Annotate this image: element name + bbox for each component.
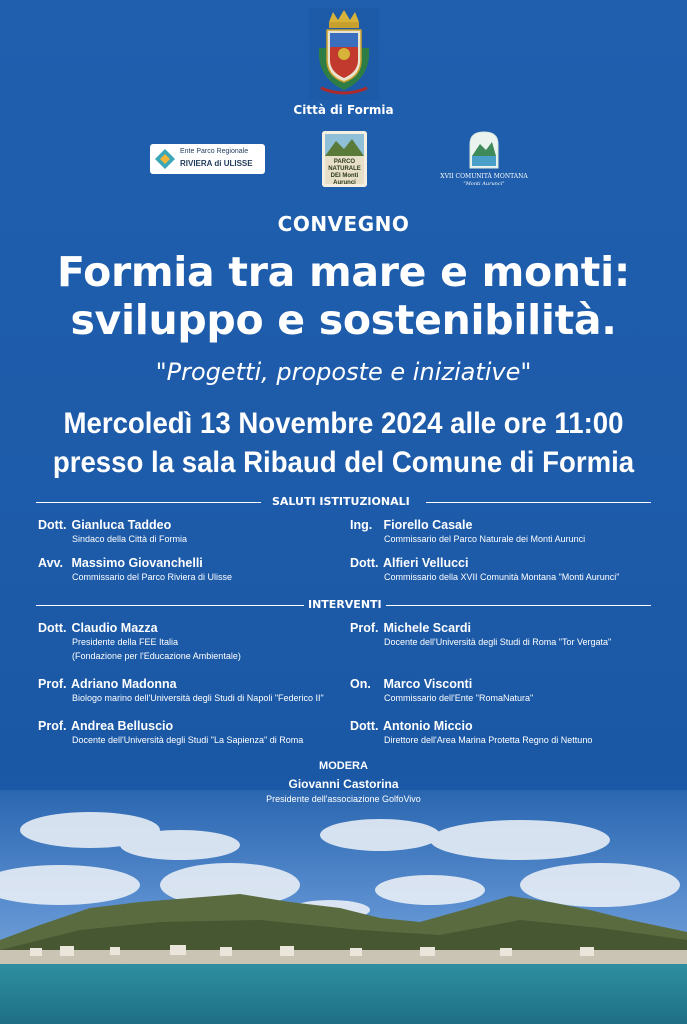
speaker-item [38, 677, 338, 705]
speaker-title: Prof. [38, 719, 67, 733]
speaker-name-line [38, 556, 338, 570]
logo-ulisse-line1: Ente Parco Regionale [180, 148, 249, 155]
speaker-role: Commissario del Parco Naturale dei Monti Aurunci [384, 534, 586, 544]
speaker-title: Dott. [38, 621, 67, 635]
speaker-role: Commissario del Parco Riviera di Ulisse [72, 572, 233, 582]
speaker-name: Michele Scardi [383, 621, 472, 635]
speaker-name: Alfieri Vellucci [383, 556, 469, 570]
speaker-role: Docente dell'Università degli Studi di Roma "Tor Vergata" [384, 637, 612, 647]
speaker-item [350, 719, 650, 747]
speaker-role: Sindaco della Città di Formia [72, 534, 188, 544]
speaker-title: Avv. [38, 556, 64, 570]
speaker-item [38, 518, 338, 546]
speaker-title: Dott. [350, 556, 379, 570]
speaker-role: Presidente della FEE Italia [72, 637, 179, 647]
speaker-name: Claudio Mazza [71, 621, 158, 635]
speaker-title: On. [350, 677, 371, 691]
divider-line [36, 502, 261, 503]
speaker-name-line [38, 719, 338, 733]
speaker-name: Fiorello Casale [383, 518, 473, 532]
section-saluti-label: SALUTI ISTITUZIONALI [272, 495, 410, 508]
speaker-title: Ing. [350, 518, 373, 532]
speaker-name: Adriano Madonna [71, 677, 177, 691]
moderator-role: Presidente dell'associazione GolfoVivo [266, 794, 421, 804]
title-line-1: Formia tra mare e monti: [57, 248, 630, 296]
divider-saluti [36, 495, 651, 509]
event-kind: CONVEGNO [277, 212, 410, 236]
speaker-role: Commissario dell'Ente "RomaNatura" [384, 693, 534, 703]
divider-interventi [36, 598, 651, 612]
speaker-name: Massimo Giovanchelli [71, 556, 203, 570]
event-subtitle: "Progetti, proposte e iniziative" [155, 358, 532, 386]
speaker-item [38, 556, 338, 584]
speaker-name: Marco Visconti [383, 677, 473, 691]
speaker-name-line [350, 518, 650, 532]
event-place: presso la sala Ribaud del Comune di Formia [52, 446, 635, 479]
speaker-title: Dott. [38, 518, 67, 532]
speaker-item [350, 677, 650, 705]
speaker-item [38, 621, 338, 663]
city-name: Città di Formia [293, 103, 394, 117]
logo-ulisse-line2: RIVIERA di ULISSE [180, 159, 253, 168]
speaker-title: Prof. [38, 677, 67, 691]
logo-aurunci-text: PARCO NATURALE DEI Monti Aurunci [328, 159, 361, 186]
ulisse-mark-icon [154, 148, 176, 170]
speaker-name-line [350, 677, 650, 691]
event-title [0, 248, 687, 344]
speaker-item [350, 556, 650, 584]
speaker-name: Gianluca Taddeo [71, 518, 172, 532]
moderator-label: MODERA [319, 760, 368, 772]
speaker-name-line [38, 621, 338, 635]
event-date-place [27, 404, 659, 482]
speaker-role: Direttore dell'Area Marina Protetta Regno di Nettuno [384, 735, 593, 745]
speaker-role: Commissario della XVII Comunità Montana "Monti Aurunci" [384, 572, 620, 582]
speaker-item [350, 518, 650, 546]
event-date: Mercoledì 13 Novembre 2024 alle ore 11:00 [63, 407, 624, 440]
speaker-title: Dott. [350, 719, 379, 733]
speaker-role: Biologo marino dell'Università degli Studi di Napoli "Federico II" [72, 693, 324, 703]
moderator-name: Giovanni Castorina [288, 777, 399, 791]
coastline-landscape-image [0, 790, 687, 1024]
logo-montana-line1: XVII COMUNITÀ MONTANA [440, 173, 528, 180]
divider-line [426, 502, 651, 503]
speaker-name-line [38, 518, 338, 532]
divider-line [386, 605, 651, 606]
speaker-name: Andrea Belluscio [71, 719, 174, 733]
section-interventi-label: INTERVENTI [308, 598, 382, 611]
divider-line [36, 605, 304, 606]
speaker-role-extra: (Fondazione per l'Educazione Ambientale) [72, 651, 241, 661]
speaker-name-line [38, 677, 338, 691]
speaker-name: Antonio Miccio [383, 719, 473, 733]
title-line-2: sviluppo e sostenibilità. [70, 296, 617, 344]
formia-crest-icon [309, 8, 379, 100]
speaker-item [350, 621, 650, 649]
speaker-name-line [350, 556, 650, 570]
logo-montana-line2: "Monti Aurunci" [463, 181, 505, 187]
speaker-name-line [350, 621, 650, 635]
speaker-item [38, 719, 338, 747]
speaker-title: Prof. [350, 621, 379, 635]
speaker-name-line [350, 719, 650, 733]
logo-riviera-ulisse [150, 144, 265, 174]
comunita-montana-logo-icon [468, 130, 500, 170]
logo-monti-aurunci [322, 131, 367, 187]
speaker-role: Docente dell'Università degli Studi "La Sapienza" di Roma [72, 735, 304, 745]
